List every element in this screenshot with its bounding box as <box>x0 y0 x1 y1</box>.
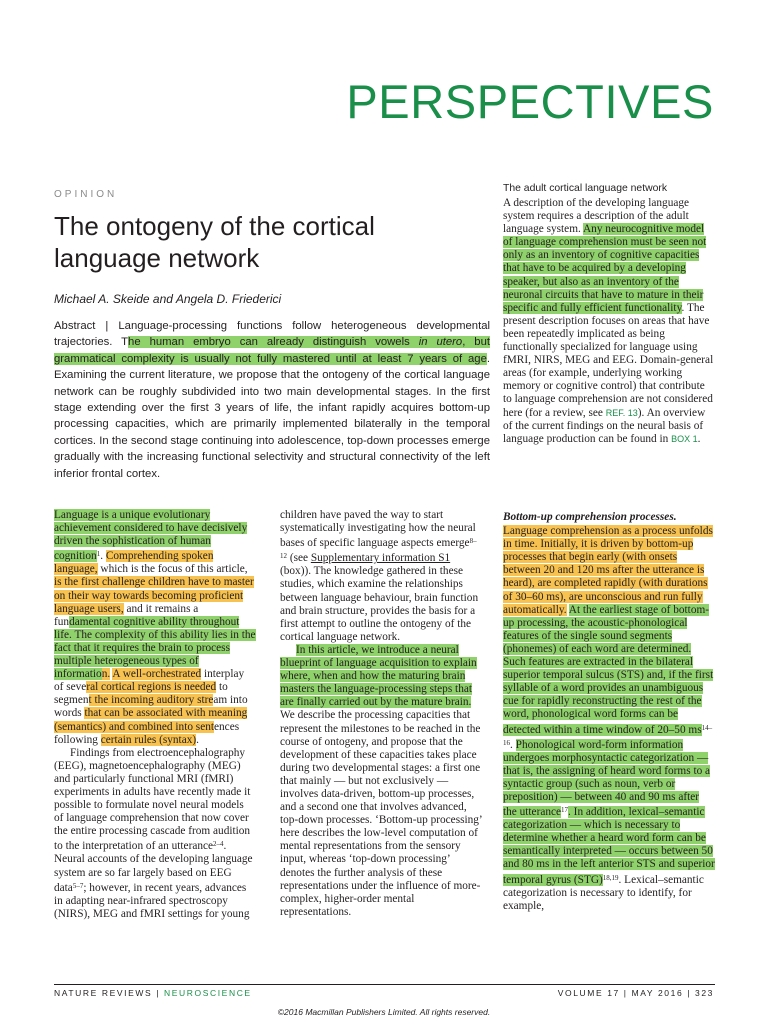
paragraph: children have paved the way to start systematically investigating how the neural bases of specific language aspects emerge$^{8-12}$ (see Supplementary information S1 (box)). The knowledge gathered in these studies, which examine the relationships between language behaviour, brain function and brain structure, provides the basis for a first attempt to outline the ontogeny of the cortical language network. <box>280 509 479 643</box>
paragraph: Language is a unique evolutionary achievement considered to have decisively driven the sophistication of human cognition$^1$. Comprehending spoken language, which is the focus of this article, is the first challenge children have to master on their way towards becoming proficient language users, and it remains a fundamental cognitive ability throughout life. The complexity of this ability lies in the fact that it requires the brain to process multiple heterogeneous types of information. A well-orchestrated interplay of several cortical regions is needed to segment the incoming auditory stream into words that can be associated with meaning (semantics) and combined into sentences following certain rules (syntax). <box>54 509 256 746</box>
citation: 2–4 <box>213 840 224 849</box>
citation: 5–7 <box>72 881 84 890</box>
citation: 1 <box>96 550 101 559</box>
footer-journal: NATURE REVIEWS | NEUROSCIENCE <box>54 988 252 998</box>
citation: 14–16 <box>503 723 713 747</box>
abstract <box>54 318 490 482</box>
abstract-text: Language-processing functions follow heterogeneous developmental trajectories. T <box>54 320 491 349</box>
article-type-label: OPINION <box>54 189 118 200</box>
subheading: Bottom-up comprehension processes. <box>503 511 677 523</box>
ref-link[interactable]: REF. 13 <box>605 407 638 418</box>
subheading: The adult cortical language network <box>503 183 668 194</box>
body-column-2 <box>280 509 482 919</box>
supplementary-link[interactable]: Supplementary information S1 <box>310 552 451 565</box>
paragraph: Findings from electroencephalography (EEG), magnetoencephalography (MEG) and particularly functional MRI (fMRI) experiments in adults have recently made it possible to formulate novel neural models of language comprehension that now cover the entire processing cascade from audition to the interpretation of an utterance$^{2-4}$. Neural accounts of the developing language system are so far largely based on EEG data$^{5-7}$; however, in recent years, advances in adapting near-infrared spectroscopy (NIRS), MEG and fMRI settings for young <box>54 746 253 920</box>
footer-rule <box>54 984 715 985</box>
section-banner: PERSPECTIVES <box>346 75 714 128</box>
copyright: ©2016 Macmillan Publishers Limited. All rights reserved. <box>277 1007 491 1017</box>
article-title: The ontogeny of the cortical language network <box>54 211 375 273</box>
abstract-text: . Examining the current literature, we propose that the ontogeny of the cortical language network can be roughly subdivided into two main developmental stages. In the first stage extending over the first 3 years of life, the infant rapidly acquires bottom-up processing capacities, which are primarily implemented bilaterally in the temporal cortices. In the second stage continuing into adolescence, top-down processes emerge gradually with the increasing functional selectivity and structural connectivity of the left inferior frontal cortex. <box>54 352 490 480</box>
article-authors: Michael A. Skeide and Angela D. Friederici <box>54 292 282 306</box>
body-column-3-bottom <box>503 511 715 913</box>
citation: 18,19 <box>602 873 619 882</box>
citation: 8–12 <box>280 537 477 561</box>
footer-issue: VOLUME 17 | MAY 2016 | 323 <box>557 988 714 998</box>
abstract-label: Abstract | <box>54 320 109 332</box>
paragraph: In this article, we introduce a neural blueprint of language acquisition to explain where, when and how the maturing brain masters the language-processing steps that are finally carried out by the mature brain. We describe the processing capacities that represent the milestones to be reached in the course of ontogeny, and propose that the development of these capacities takes place during two developmental stages: a first one that mainly — but not exclusively — involves data-driven, bottom-up processes, and a second one that involves advanced, top-down processes. ‘Bottom-up processing’ here describes the low-level computation of mental representations from the sensory input, whereas ‘top-down processing’ denotes the further analysis of these representations under the influence of more-complex, higher-order mental representations. <box>280 643 482 918</box>
paragraph: A description of the developing language system requires a description of the adult language system. Any neurocognitive model of language comprehension must be seen not only as an inventory of cognitive capacities that have to be acquired by a developing speaker, but also as an inventory of the neuronal circuits that have to mature in their specific and fully efficient functionality. The present description focuses on areas that have been repeatedly implicated as being functionally specialized for language using fMRI, NIRS, MEG and EEG. Domain-general areas (for example, underlying working memory or cognitive control) that contribute to language comprehension are not considered here (for a review, see REF. 13). An overview of the current findings on the neural basis of language production can be found in BOX 1. <box>503 197 714 445</box>
body-column-3-top <box>503 182 715 446</box>
paragraph: Language comprehension as a process unfolds in time. Initially, it is driven by bottom-up processes that begin early (with onsets between 20 and 120 ms after the utterance is heard), are completed rapidly (with durations of 30–60 ms), are unconscious and run fully automatically. At the earliest stage of bottom-up processing, the acoustic-phonological features of the single sound segments (phonemes) of each word are determined. Such features are extracted in the bilateral superior temporal sulcus (STS) and, if the first syllable of a word provides an unambiguous cue for rapidly reconstructing the rest of the word, phonological word forms can be detected within a time window of 20–50 $ms^{14-16}$. Phonological word-form information undergoes morphosyntactic categorization — that is, the assigning of heard word forms to a syntactic group (such as noun, verb or preposition) — between 40 and 90 ms after the utterance$^{17}$. In addition, lexical–semantic categorization — which is necessary to determine whether a heard word form can be semantically interpreted — occurs between 50 and 80 ms in the left anterior STS and superior temporal gyrus (STG)$^{18,19}$. Lexical–semantic categorization is necessary to identify, for example, <box>503 525 715 912</box>
body-column-1 <box>54 509 256 921</box>
box-link[interactable]: BOX 1 <box>671 433 698 444</box>
citation: 17 <box>561 806 569 815</box>
abstract-highlight: he human embryo can already distinguish vowels in utero, but grammatical complexity is usually not fully mastered until at least 7 years of age <box>54 336 491 365</box>
